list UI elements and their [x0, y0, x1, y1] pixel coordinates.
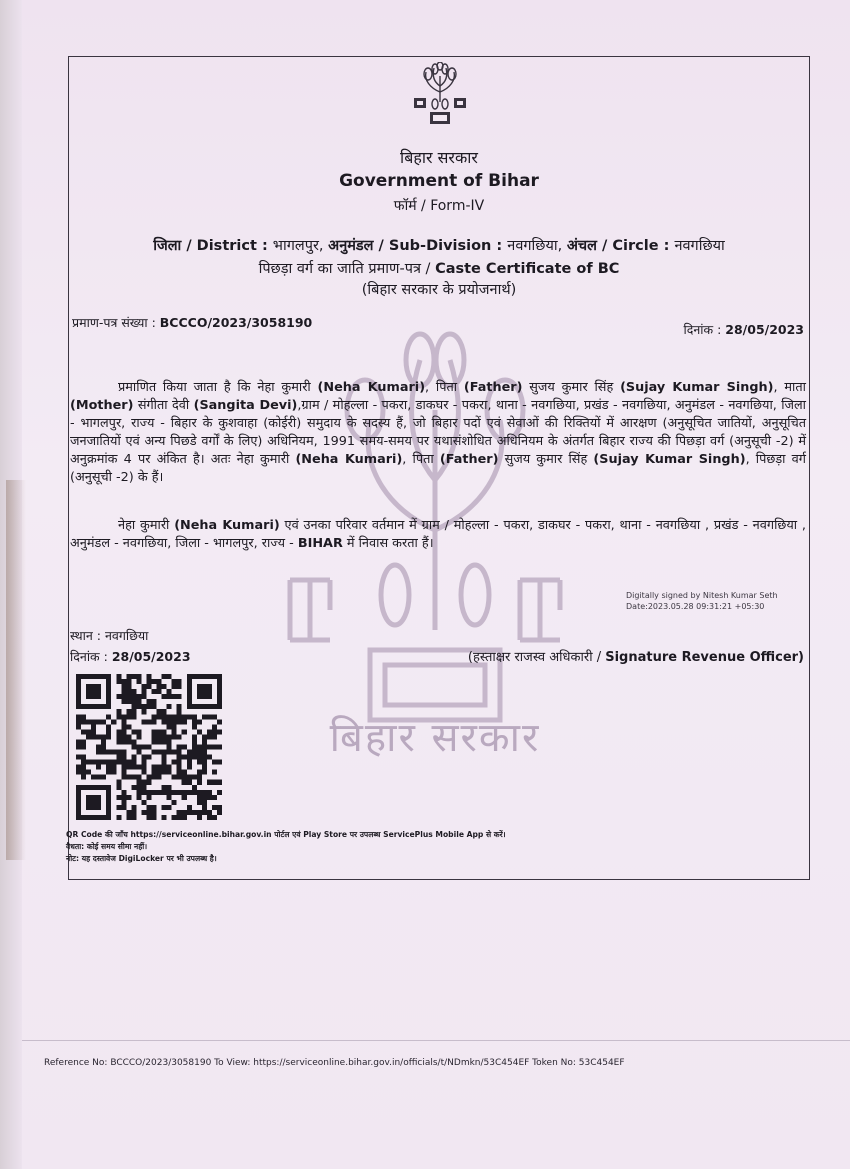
text-run: पर भी उपलब्ध है।: [163, 854, 217, 863]
qr-code[interactable]: [76, 674, 222, 820]
signature-date: [70, 648, 191, 665]
certificate-number: [72, 314, 312, 331]
issue-date-label: दिनांक :: [683, 322, 726, 337]
digital-signature: [626, 590, 806, 612]
verification-link[interactable]: https://serviceonline.bihar.gov.in: [130, 830, 272, 839]
circle-label: अंचल / Circle :: [566, 238, 675, 254]
text-run: सुजय कुमार सिंह: [522, 380, 621, 395]
mother-label: (Mother): [70, 398, 134, 413]
text-run: पर उपलब्ध: [347, 830, 384, 839]
footer-reference: Reference No: BCCCO/2023/3058190 To View: https://serviceonline.bihar.gov.in/officials/t/NDmkn/53C454EF Token No: 53C454EF: [44, 1058, 625, 1068]
officer-english: Signature Revenue Officer): [605, 650, 804, 665]
footer-divider: [22, 1040, 850, 1041]
certificate-purpose: (बिहार सरकार के प्रयोजनार्थ): [361, 282, 517, 298]
title-english: Caste Certificate of BC: [435, 261, 620, 277]
father-label: (Father): [463, 380, 523, 395]
qr-instructions: [66, 829, 806, 865]
qr-note-line1: [66, 829, 806, 841]
qr-note-line3: [66, 853, 806, 865]
text-run: ServicePlus Mobile App: [383, 830, 484, 839]
text-run: , पिता: [425, 380, 464, 395]
issue-date-value: 28/05/2023: [725, 322, 804, 337]
district-label: जिला / District :: [153, 238, 273, 254]
text-run: , पिता: [402, 452, 440, 467]
watermark-text: बिहार सरकार: [329, 715, 541, 761]
qr-note-line2: वैधता: कोई समय सीमा नहीं।: [66, 842, 148, 851]
certificate-number-value: BCCCO/2023/3058190: [159, 315, 313, 330]
government-english: Government of Bihar: [339, 171, 539, 191]
text-run: QR Code की जाँच: [66, 830, 131, 839]
title-hindi: पिछड़ा वर्ग का जाति प्रमाण-पत्र /: [258, 261, 436, 277]
father-name: (Sujay Kumar Singh): [593, 452, 746, 467]
mother-name: (Sangita Devi): [193, 398, 298, 413]
certificate-title: [68, 258, 810, 278]
subdivision-value: नवगछिया,: [507, 238, 567, 254]
subdivision-label: अनुमंडल / Sub-Division :: [328, 238, 508, 254]
residence-paragraph: [70, 517, 806, 553]
signature-officer: [468, 647, 804, 665]
certification-paragraph: [70, 379, 806, 487]
text-run: पोर्टल एवं: [271, 830, 304, 839]
digital-signature-date: Date:2023.05.28 09:31:21 +05:30: [626, 602, 765, 611]
signature-date-value: 28/05/2023: [111, 649, 191, 664]
father-name: (Sujay Kumar Singh): [620, 380, 774, 395]
certificate-number-label: प्रमाण-पत्र संख्या :: [72, 315, 160, 330]
government-hindi: बिहार सरकार: [400, 148, 478, 167]
text-run: ,ग्राम / मोहल्ला - पकरा, डाकघर - पकरा, थाना - नवगछिया, प्रखंड - नवगछिया, अनुमंडल - नवगछिया, जिला - भागलपुर, राज्य - बिहार के कुशवाहा (कोईरी) समुदाय के सदस्य हैं, जो बिहार पदों एवं सेवाओं की रिक्तियों में आरक्षण (अनुसूचित जातियों, अनुसूचित जनजातियों एवं अन्य पिछडे वर्गों के लिए) अधिनियम, 1991 समय-समय पर यथासंशोधित अधिनियम के अंतर्गत बिहार राज्य की पिछड़ा वर्ग (अनुसूची -2) में अनुक्रमांक 4 पर अंकित है। अतः नेहा कुमारी: [70, 398, 807, 467]
bihar-emblem-icon: [408, 62, 472, 128]
place-value: नवगछिया: [104, 628, 149, 643]
text-run: से करें।: [483, 830, 506, 839]
text-run: नोट: यह दस्तावेज: [66, 854, 119, 863]
text-run: नेहा कुमारी: [118, 518, 175, 533]
text-run: , माता: [773, 380, 806, 395]
state-name: BIHAR: [297, 536, 343, 551]
text-run: DigiLocker: [118, 854, 164, 863]
text-run: संगीता देवी: [133, 398, 194, 413]
text-run: एवं उनका परिवार वर्तमान में ग्राम / मोहल्ला - पकरा, डाकघर - पकरा, थाना - नवगछिया , प्रखंड - नवगछिया , अनुमंडल - नवगछिया, जिला - भागलपुर, राज्य -: [70, 518, 806, 551]
scan-stain: [6, 480, 26, 860]
text-run: सुजय कुमार सिंह: [498, 452, 594, 467]
jurisdiction-line: [68, 235, 810, 255]
officer-hindi: (हस्ताक्षर राजस्व अधिकारी /: [467, 650, 606, 665]
signature-date-label: दिनांक :: [70, 649, 112, 664]
text-run: में निवास करता हैं।: [342, 536, 434, 551]
place-label: स्थान :: [70, 628, 105, 643]
applicant-name: (Neha Kumari): [174, 518, 280, 533]
father-label: (Father): [439, 452, 499, 467]
applicant-name: (Neha Kumari): [317, 380, 426, 395]
circle-value: नवगछिया: [674, 238, 725, 254]
issue-date: [683, 321, 804, 338]
form-number: फॉर्म / Form-IV: [393, 198, 485, 214]
text-run: प्रमाणित किया जाता है कि नेहा कुमारी: [118, 380, 318, 395]
text-run: Play Store: [303, 830, 348, 839]
district-value: भागलपुर,: [272, 238, 329, 254]
text-run: , पिछड़ा वर्ग (अनुसूची -2) के हैं।: [70, 452, 806, 485]
applicant-name: (Neha Kumari): [295, 452, 403, 467]
place: [70, 627, 148, 644]
digital-signature-signer: Digitally signed by Nitesh Kumar Seth: [626, 591, 778, 600]
